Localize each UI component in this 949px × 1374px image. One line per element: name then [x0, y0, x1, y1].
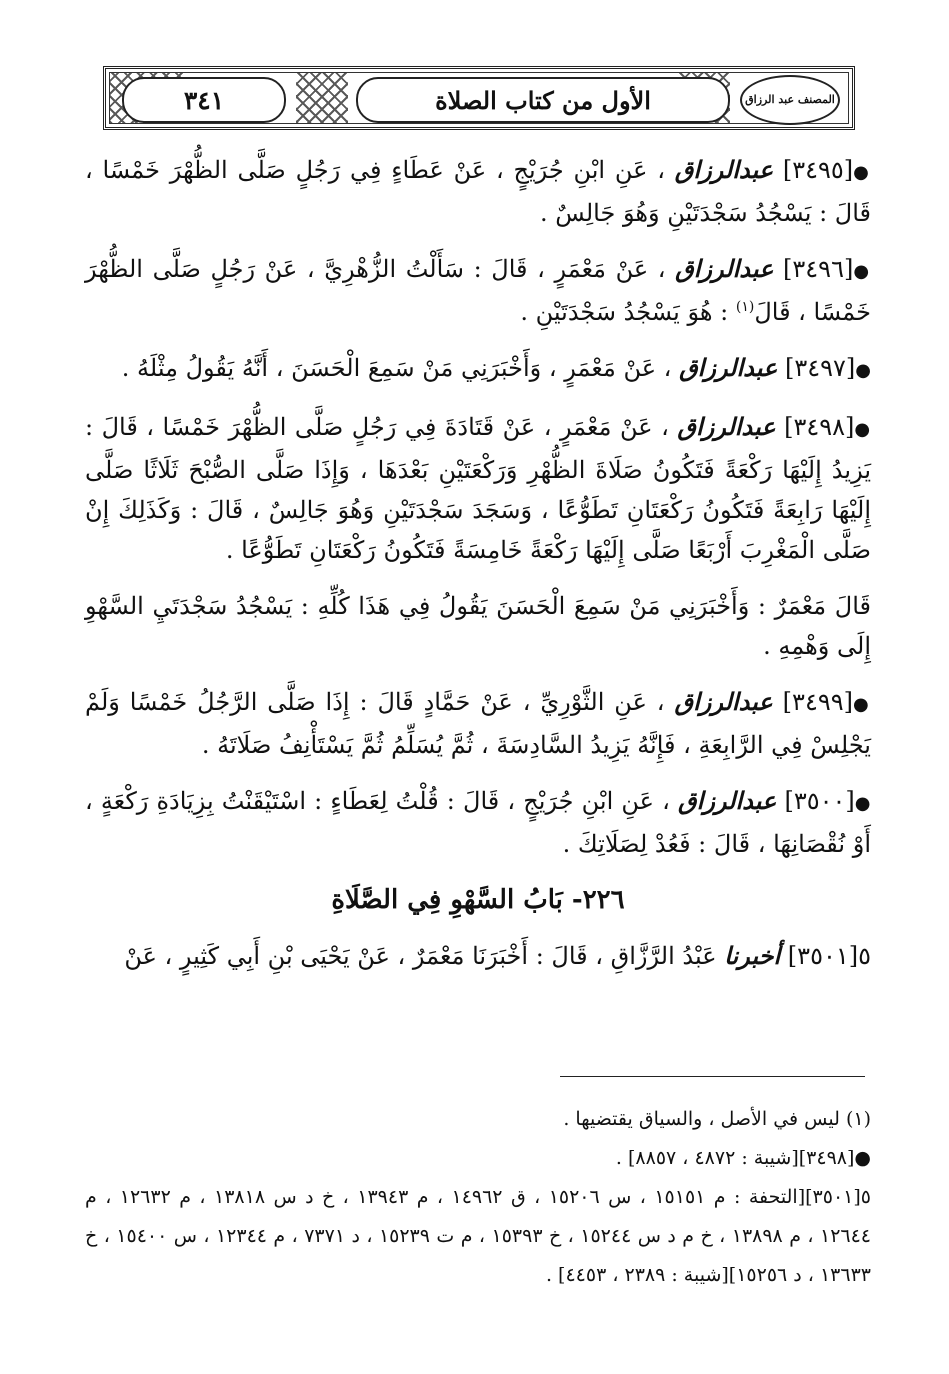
- hadith-text: ، عَنْ مَعْمَرٍ ، وَأَخْبَرَنِي مَنْ سَمِعَ الْحَسَنَ ، أَنَّهُ يَقُولُ مِثْلَهُ .: [121, 354, 672, 382]
- hadith-marker: ●: [853, 162, 871, 183]
- hadith-marker: ●: [854, 419, 871, 440]
- narrator: عبدالرزاق: [679, 353, 778, 382]
- hadith-number: [٣٤٩٧]: [784, 354, 856, 382]
- narrator: عبدالرزاق: [674, 687, 773, 716]
- narrator: عبدالرزاق: [674, 155, 774, 184]
- narrator: عبدالرزاق: [677, 412, 776, 441]
- narrator: عبدالرزاق: [678, 786, 777, 815]
- book-seal-logo: المصنف عبد الرزاق: [740, 75, 840, 125]
- hadith-text: قَالَ مَعْمَرٌ : وَأَخْبَرَنِي مَنْ سَمِعَ الْحَسَنَ يَقُولُ فِي هَذَا كُلِّهِ : يَسْجُدُ سَجْدَتَيِ السَّهْوِ إِلَى وَهْمِهِ .: [85, 592, 871, 660]
- hadith-text: ، عَنِ ابْنِ جُرَيْجٍ ، قَالَ : قُلْتُ لِعَطَاءٍ : اسْتَيْقَنْتُ بِزِيَادَةِ رَكْعَةٍ ، أَوْ نُقْصَانِهَا ، قَالَ : فَعُدْ لِصَلَاتِكَ .: [85, 787, 871, 858]
- hadith-3498: [85, 407, 871, 570]
- main-text: [85, 150, 871, 992]
- chapter-title: ٢٢٦- بَابُ السَّهْوِ فِي الصَّلَاةِ: [331, 885, 625, 915]
- hadith-marker: ●: [852, 694, 871, 715]
- hadith-number: [٣٥٠١]: [787, 942, 859, 970]
- hadith-number: [٣٤٩٩]: [782, 688, 853, 716]
- hadith-text: ، عَنْ مَعْمَرٍ ، قَالَ : سَأَلْتُ الزُّهْرِيَّ ، عَنْ رَجُلٍ صَلَّى الظُّهْرَ خَمْسًا ، قَالَ: [85, 255, 871, 326]
- hadith-number: [٣٤٩٦]: [783, 255, 854, 283]
- header-ornament-left-inner: [296, 73, 348, 123]
- hadith-text: ، عَنِ ابْنِ جُرَيْجٍ ، عَنْ عَطَاءٍ فِي رَجُلٍ صَلَّى الظُّهْرَ خَمْسًا ، قَالَ : يَسْجُدُ سَجْدَتَيْنِ وَهُوَ جَالِسٌ .: [85, 156, 871, 227]
- footnote-3498: ●[٣٤٩٨][شيبة : ٤٨٧٢ ، ٨٨٥٧] .: [615, 1147, 871, 1169]
- footnote-ref[interactable]: (١): [735, 299, 755, 315]
- hadith-number: [٣٤٩٥]: [782, 156, 854, 184]
- hadith-marker: ٥: [858, 942, 871, 970]
- hadith-3501: [85, 936, 871, 976]
- hadith-number: [٣٥٠٠]: [784, 787, 855, 815]
- hadith-3500: [85, 781, 871, 864]
- narrator: عبدالرزاق: [675, 254, 774, 283]
- footnote-1: (١) ليس في الأصل ، والسياق يقتضيها .: [563, 1108, 871, 1130]
- hadith-3498-continuation: [85, 586, 871, 666]
- hadith-text: عَبْدُ الرَّزَّاقِ ، قَالَ : أَخْبَرَنَا مَعْمَرٌ ، عَنْ يَحْيَى بْنِ أَبِي كَثِيرٍ ، عَنْ: [124, 942, 717, 970]
- hadith-3497: [85, 348, 871, 391]
- page-number: ٣٤١: [122, 77, 286, 123]
- hadith-marker: ●: [854, 793, 871, 814]
- page-header: [103, 66, 855, 130]
- hadith-text: ، عَنْ مَعْمَرٍ ، عَنْ قَتَادَةَ فِي رَجُلٍ صَلَّى الظُّهْرَ خَمْسًا ، قَالَ : يَزِيدُ إِلَيْهَا رَكْعَةً فَتَكُونُ صَلَاةَ الظُّهْرِ وَرَكْعَتَيْنِ بَعْدَهَا ، وَإِذَا صَلَّى الصُّبْحَ ثَلَاثًا صَلَّى إِلَيْهَا رَابِعَةً فَتَكُونُ رَكْعَتَانِ تَطَوُّعًا ، وَسَجَدَ سَجْدَتَيْنِ وَهُوَ جَالِسٌ ، قَالَ : وَكَذَلِكَ إِنْ صَلَّى الْمَغْرِبَ أَرْبَعًا صَلَّى إِلَيْهَا رَكْعَةً خَامِسَةً فَتَكُونُ رَكْعَتَانِ تَطَوُّعًا .: [85, 413, 872, 564]
- running-title: الأول من كتاب الصلاة: [356, 77, 730, 123]
- hadith-marker: ●: [855, 360, 871, 381]
- hadith-text-cont: : هُوَ يَسْجُدُ سَجْدَتَيْنِ .: [520, 298, 736, 326]
- narrator: أخبرنا: [724, 941, 781, 970]
- footnote-3501: ٥[٣٥٠١][التحفة : م ١٥١٥١ ، س ١٥٢٠٦ ، ق ١٤٩٦٢ ، م ١٣٩٤٣ ، خ د س ١٣٨١٨ ، م ١٢٦٣٢ ، م ١٢٦٤٤ ، م ١٣٨٩٨ ، خ م د س ١٥٢٤٤ ، خ ١٥٣٩٣ ، م ت ١٥٢٣٩ ، د ٧٣٧١ ، م ١٢٣٤٤ ، س ١٥٤٠٠ ، خ ١٣٦٣٣ ، د ١٥٢٥٦][شيبة : ٢٣٨٩ ، ٤٤٥٣] .: [85, 1186, 872, 1286]
- hadith-text: ، عَنِ الثَّوْرِيِّ ، عَنْ حَمَّادٍ قَالَ : إِذَا صَلَّى الرَّجُلُ خَمْسًا وَلَمْ يَجْلِسْ فِي الرَّابِعَةِ ، فَإِنَّهُ يَزِيدُ السَّادِسَةَ ، ثُمَّ يُسَلِّمُ ثُمَّ يَسْتَأْنِفُ صَلَاتَهُ .: [85, 688, 871, 759]
- footnotes: [85, 1100, 871, 1295]
- hadith-3499: [85, 682, 871, 765]
- hadith-3495: [85, 150, 871, 233]
- footnote-divider: [560, 1076, 865, 1077]
- hadith-number: [٣٤٩٨]: [784, 413, 855, 441]
- hadith-3496: [85, 249, 871, 332]
- hadith-marker: ●: [853, 261, 871, 282]
